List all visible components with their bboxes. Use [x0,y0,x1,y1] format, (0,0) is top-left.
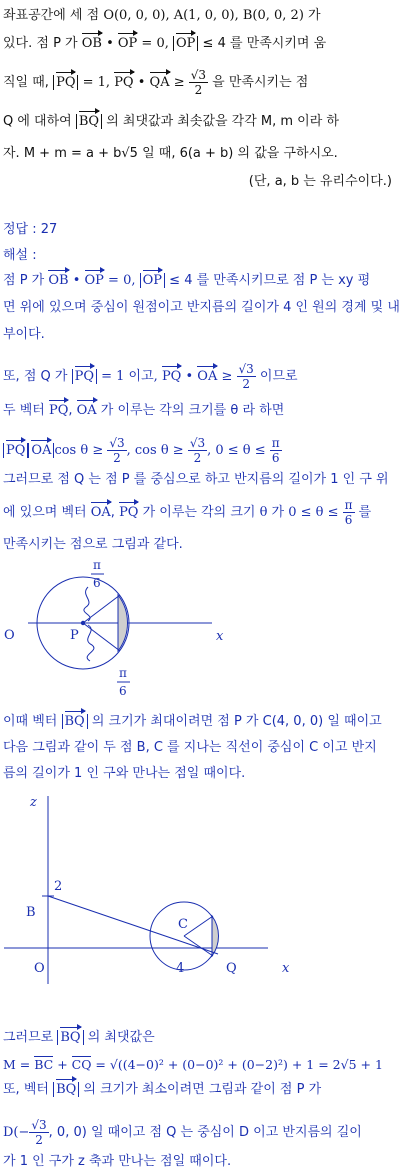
fraction-denominator: 2 [113,451,121,465]
math-run: cos θ ≥ [54,443,108,458]
solution-text-run: ≤ 4 를 만족시키므로 점 P 는 xy 평 [165,273,371,288]
solution-text-run: 의 크기가 최대이려면 점 P 가 C(4, 0, 0) 일 때이고 [87,714,382,729]
solution-text-run: 가 이루는 각의 크기를 θ 라 하면 [96,403,285,418]
label-point-q: Q [226,961,237,976]
max-value-expression: = √((4−0)² + (0−0)² + (0−2)²) + 1 = 2√5 + 1 [91,1057,383,1072]
vector-pq: PQ [114,75,134,90]
problem-text-run: 의 최댓값과 최솟값을 각각 M, m 이라 하 [102,114,339,129]
fraction-denominator: 2 [242,377,250,391]
solution-text-run: 에 있으며 벡터 [3,505,91,520]
dot-operator: • [101,36,118,51]
label-point-c: C [178,917,188,932]
dot-operator: • [181,369,198,384]
solution-text-run: 의 크기가 최소이려면 그림과 같이 점 P 가 [79,1082,322,1097]
solution-line-16 [3,1118,362,1147]
solution-text-run: 또, 점 Q 가 [3,369,72,384]
angle-label-top-denominator: 6 [93,576,101,590]
label-x-axis: x [216,629,224,644]
fraction-sqrt3-over-2 [189,68,208,97]
figure-sphere-angle [0,555,400,705]
solution-text-run: 또, 벡터 [3,1082,54,1097]
fraction-denominator: 2 [193,451,202,465]
math-run: = 1 이고, [96,369,162,384]
segment-cq: CQ [71,1057,92,1072]
fraction-denominator: 2 [194,83,203,97]
spherical-cap-region [212,916,219,956]
spherical-cap-region [118,595,128,651]
vector-ob: OB [81,36,102,51]
max-label: M = [3,1057,35,1072]
fraction-pi-over-6 [270,436,282,465]
solution-line-3: 부이다. [3,327,45,342]
comma: , [110,505,120,520]
point-p-dot [81,621,85,625]
explanation-heading: 해설 : [3,248,37,263]
label-x-axis: x [282,961,290,976]
problem-line-1 [3,8,321,24]
problem-text-run: 자. M + m = a + b√5 일 때, 6(a + b) 의 값을 구하시오. [3,146,338,161]
fraction-numerator: √3 [31,1118,47,1132]
solution-line-5 [3,403,284,419]
math-run: = 0, [137,36,173,51]
solution-line-2: 면 위에 있으며 중심이 원점이고 반지름의 길이가 4 인 원의 경계 및 내 [3,300,400,315]
math-run: , cos θ ≥ [126,443,188,458]
math-run: ≥ [169,75,189,90]
solution-line-10 [3,714,382,730]
points-coords: O(0, 0, 0), A(1, 0, 0), B(0, 0, 2) [103,8,304,23]
dot-operator: • [133,75,150,90]
solution-text-run: 이므로 [255,369,298,384]
solution-line-14 [3,1056,383,1073]
solution-line-11: 다음 그림과 같이 두 점 B, C 를 지나는 직선이 중심이 C 이고 반지 [3,740,377,755]
math-run: = 0, [103,273,140,288]
math-run: ≥ [217,369,237,384]
figure-max-distance [0,788,400,998]
fraction-denominator: 6 [271,451,280,465]
solution-line-8 [3,498,371,527]
vector-pq-abs: PQ [6,443,26,458]
vector-bq-abs: BQ [56,1082,77,1097]
vector-op-abs: OP [142,273,163,288]
solution-line-17: 가 1 인 구가 z 축과 만나는 점일 때이다. [3,1154,232,1169]
fraction-numerator: √3 [190,68,207,82]
label-origin: O [4,628,15,643]
plus-operator: + [53,1057,72,1072]
solution-line-15 [3,1082,321,1098]
label-z-axis: z [30,795,37,810]
vector-pq-abs: PQ [74,369,94,384]
solution-line-1 [3,273,370,289]
fraction-numerator: √3 [109,436,125,450]
problem-line-6 [249,174,392,190]
vector-op: OP [117,36,138,51]
answer-label: 정답 : 27 [3,222,58,237]
solution-line-13 [3,1030,155,1046]
fraction-denominator: 6 [344,513,353,527]
problem-text-run: Q 에 대하여 [3,114,76,129]
fraction-pi-over-6 [343,498,355,527]
angle-label-top-numerator: π [93,558,101,572]
label-point-p: P [70,628,79,643]
vector-bq-abs: BQ [64,714,85,729]
fraction-sqrt3-over-2 [29,1118,48,1147]
vector-op-abs: OP [176,36,196,51]
cap-boundary-ray-upper [184,916,213,936]
problem-line-3 [3,68,308,97]
vector-pq-abs: PQ [56,75,76,90]
segment-bc: BC [34,1057,54,1072]
problem-condition: (단, a, b 는 유리수이다.) [248,174,392,189]
problem-line-4 [3,114,339,130]
math-run: , 0 ≤ θ ≤ [207,443,270,458]
vector-oa: OA [90,505,111,520]
fraction-numerator: √3 [238,362,254,376]
fraction-numerator: π [271,436,280,450]
vector-op: OP [84,273,104,288]
problem-text-run: 직일 때, [3,75,54,90]
point-d-open: D(− [3,1125,30,1140]
vector-bq-abs: BQ [78,114,100,129]
solution-text-run: 가 이루는 각의 크기 θ 가 0 ≤ θ ≤ [138,505,343,520]
problem-text-run: 있다. 점 P 가 [3,36,82,51]
vector-oa: OA [76,403,97,418]
fraction-numerator: π [344,498,353,512]
fraction-numerator: √3 [189,436,206,450]
vector-bq-abs: BQ [60,1030,81,1045]
problem-text-run: ≤ 4 를 만족시키며 움 [198,36,327,51]
problem-line-2 [3,36,326,52]
solution-line-9: 만족시키는 점으로 그림과 같다. [3,537,183,552]
fraction-sqrt3-over-2 [188,436,207,465]
vector-qa: QA [149,75,170,90]
line-b-to-q [48,896,218,954]
label-x-value-4: 4 [176,961,185,976]
solution-text-run: 의 최댓값은 [83,1030,155,1045]
problem-line-5 [3,146,338,162]
solution-text-run: 그러므로 [3,1030,58,1045]
fraction-sqrt3-over-2 [107,436,126,465]
label-z-value-2: 2 [54,879,63,894]
vector-pq: PQ [119,505,139,520]
angle-label-bottom-numerator: π [119,666,127,680]
vector-pq: PQ [48,403,69,418]
problem-text-run: 가 [303,8,321,23]
solution-line-4 [3,362,298,391]
math-run: = 1, [78,75,115,90]
cap-boundary-ray-lower [184,936,213,956]
comma: , [68,403,77,418]
solution-text-run: 를 [354,505,372,520]
vector-oa: OA [197,369,218,384]
problem-text-run: 좌표공간에 세 점 [3,8,104,23]
solution-line-7: 그러므로 점 Q 는 점 P 를 중심으로 하고 반지름의 길이가 1 인 구 위 [3,472,389,487]
dot-operator: • [68,273,85,288]
label-origin: O [34,961,45,976]
angle-label-bottom-denominator: 6 [119,684,127,698]
solution-text-run: 점 P 가 [3,273,49,288]
vector-pq: PQ [161,369,182,384]
solution-line-12: 름의 길이가 1 인 구와 만나는 점일 때이다. [3,766,246,781]
solution-line-6 [3,436,282,465]
vector-ob: OB [48,273,69,288]
fraction-sqrt3-over-2 [237,362,256,391]
problem-text-run: 을 만족시키는 점 [208,75,309,90]
solution-text-run: 두 벡터 [3,403,49,418]
label-point-b: B [26,905,36,920]
fraction-denominator: 2 [35,1133,43,1147]
solution-text-run: , 0, 0) 일 때이고 점 Q 는 중심이 D 이고 반지름의 길이 [48,1125,362,1140]
vector-oa-abs: OA [31,443,52,458]
solution-text-run: 이때 벡터 [3,714,62,729]
angle-pointer-top [84,587,90,621]
